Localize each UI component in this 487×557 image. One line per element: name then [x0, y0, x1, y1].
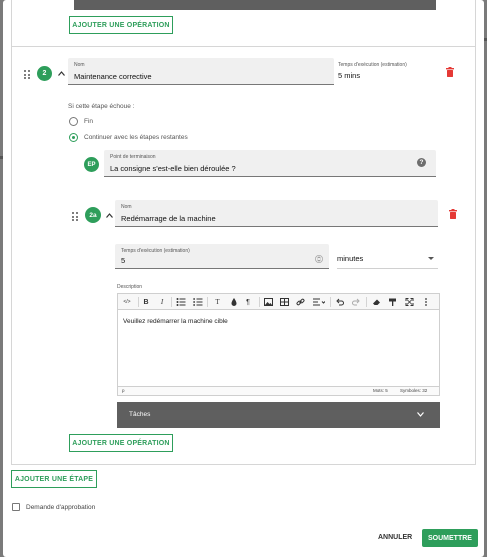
image-icon[interactable]	[264, 297, 273, 307]
toolbar-separator	[330, 297, 331, 307]
bold-button[interactable]: B	[143, 298, 149, 306]
step-editor-dialog	[3, 0, 484, 557]
unit-select-underline	[337, 268, 438, 269]
radio-end[interactable]	[69, 117, 78, 126]
operation-duration-label: Temps d'exécution (estimation)	[121, 248, 190, 254]
endpoint-label: Point de terminaison	[110, 154, 156, 160]
operation-duration-value: 5	[121, 256, 126, 265]
link-icon[interactable]	[296, 297, 305, 307]
toolbar-separator	[171, 297, 172, 307]
chevron-down-icon	[417, 412, 424, 417]
operation-duration-field[interactable]	[115, 244, 329, 269]
drag-handle-icon[interactable]	[72, 212, 78, 221]
operation-number-badge: 2a	[85, 207, 101, 223]
paragraph-dropdown[interactable]: ¶	[246, 298, 250, 306]
text-format-dropdown[interactable]: T	[215, 298, 220, 306]
submit-button[interactable]: SOUMETTRE	[422, 529, 478, 547]
add-step-button[interactable]: AJOUTER UNE ÉTAPE	[11, 470, 97, 488]
description-label: Description	[117, 284, 143, 290]
table-icon[interactable]	[280, 297, 289, 307]
step-name-field[interactable]	[68, 58, 334, 85]
chevron-up-icon[interactable]	[58, 71, 65, 76]
numbered-list-icon[interactable]	[193, 297, 203, 307]
color-drop-icon[interactable]	[230, 297, 238, 307]
endpoint-field[interactable]	[104, 150, 436, 177]
code-view-button[interactable]: </>	[123, 299, 131, 305]
chevron-down-icon[interactable]	[428, 257, 434, 260]
approval-label: Demande d'approbation	[26, 504, 96, 511]
toolbar-separator	[207, 297, 208, 307]
radio-continue[interactable]	[69, 133, 78, 142]
step-number-badge: 2	[37, 66, 52, 81]
eraser-icon[interactable]	[372, 297, 381, 307]
toolbar-separator	[259, 297, 260, 307]
trash-icon[interactable]	[446, 67, 454, 77]
toolbar-separator	[138, 297, 139, 307]
cancel-button[interactable]: ANNULER	[378, 534, 413, 541]
editor-path: p	[122, 388, 125, 393]
more-icon[interactable]	[423, 297, 429, 307]
approval-checkbox[interactable]	[12, 503, 20, 511]
endpoint-value: La consigne s'est-elle bien déroulée ?	[110, 164, 236, 173]
fail-question: Si cette étape échoue :	[68, 103, 135, 110]
tasks-label: Tâches	[129, 411, 151, 418]
step-name-label: Nom	[74, 62, 85, 68]
add-operation-button-top[interactable]: AJOUTER UNE OPÉRATION	[69, 16, 173, 34]
editor-toolbar	[118, 294, 439, 310]
step-name-value: Maintenance corrective	[74, 72, 152, 81]
italic-button[interactable]: I	[160, 298, 164, 306]
editor-content[interactable]: Veuillez redémarrer la machine cible	[123, 318, 228, 325]
fullscreen-icon[interactable]	[405, 297, 414, 307]
operation-name-label: Nom	[121, 204, 132, 210]
trash-icon[interactable]	[449, 209, 457, 219]
operation-name-value: Redémarrage de la machine	[121, 214, 216, 223]
bullet-list-icon[interactable]	[176, 297, 186, 307]
radio-continue-label: Continuer avec les étapes restantes	[84, 134, 188, 141]
previous-tasks-bar[interactable]	[74, 0, 436, 10]
spinner-icon[interactable]	[315, 254, 323, 264]
undo-icon[interactable]	[336, 297, 344, 307]
word-count: Mots: 5	[373, 388, 388, 393]
editor-status-bar	[118, 386, 439, 395]
add-operation-button-bottom[interactable]: AJOUTER UNE OPÉRATION	[69, 434, 173, 452]
tasks-section-header[interactable]	[117, 402, 440, 428]
help-icon[interactable]: ?	[417, 158, 426, 167]
align-dropdown-icon[interactable]	[313, 297, 325, 307]
endpoint-badge: EP	[84, 157, 99, 172]
operation-name-field[interactable]	[115, 200, 438, 227]
step-duration-value[interactable]: 5 mins	[338, 71, 361, 80]
chevron-up-icon[interactable]	[106, 213, 113, 218]
step-divider	[11, 46, 476, 47]
format-painter-icon[interactable]	[388, 297, 397, 307]
duration-unit-select[interactable]: minutes	[337, 254, 364, 263]
description-editor[interactable]	[117, 293, 440, 396]
redo-icon[interactable]	[352, 297, 360, 307]
toolbar-separator	[366, 297, 367, 307]
drag-handle-icon[interactable]	[24, 70, 30, 79]
step-duration-label: Temps d'exécution (estimation)	[338, 62, 407, 68]
symbol-count: Symboles: 32	[400, 388, 428, 393]
radio-end-label: Fin	[84, 118, 94, 125]
